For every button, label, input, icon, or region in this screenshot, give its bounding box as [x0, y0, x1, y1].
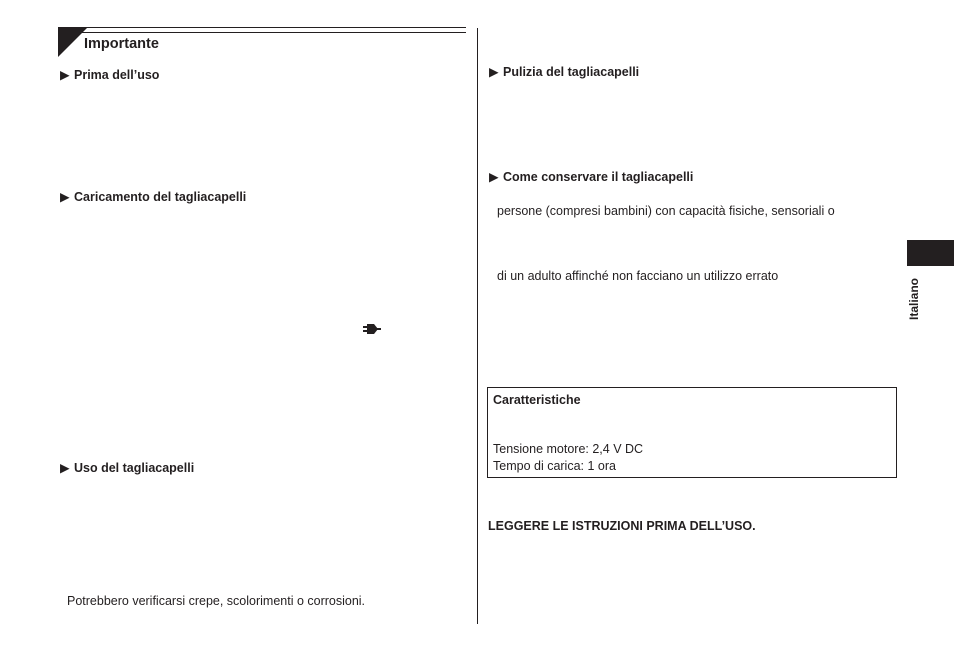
- section-title: Importante: [84, 36, 159, 52]
- storage-text-line2: di un adulto affinché non facciano un utilizzo errato: [497, 269, 779, 283]
- language-label-text: Italiano: [907, 277, 921, 320]
- triangle-right-icon: ▶: [60, 190, 70, 204]
- triangle-right-icon: ▶: [60, 461, 70, 475]
- heading-cleaning: [489, 64, 639, 79]
- specifications-box: [487, 387, 897, 478]
- heading-cleaning-label: Pulizia del tagliacapelli: [503, 65, 640, 79]
- spec-charge-time: Tempo di carica: 1 ora: [493, 459, 616, 473]
- language-tab-label: [907, 270, 923, 320]
- plug-icon: [363, 322, 381, 334]
- header-rule: [58, 27, 466, 33]
- language-tab-marker: [907, 240, 954, 266]
- heading-charging-label: Caricamento del tagliacapelli: [74, 190, 247, 204]
- heading-before-use-label: Prima dell’uso: [74, 68, 160, 82]
- heading-usage: [60, 460, 194, 475]
- column-divider: [477, 28, 478, 624]
- heading-usage-label: Uso del tagliacapelli: [74, 461, 195, 475]
- spec-motor-voltage: Tensione motore: 2,4 V DC: [493, 442, 644, 456]
- specifications-title: Caratteristiche: [493, 393, 581, 407]
- read-instructions-notice: LEGGERE LE ISTRUZIONI PRIMA DELL’USO.: [488, 519, 756, 533]
- heading-storage: [489, 169, 693, 184]
- triangle-right-icon: ▶: [489, 65, 499, 79]
- heading-storage-label: Come conservare il tagliacapelli: [503, 170, 694, 184]
- heading-before-use: [60, 67, 159, 82]
- heading-charging: [60, 189, 246, 204]
- triangle-right-icon: ▶: [489, 170, 499, 184]
- storage-text-line1: persone (compresi bambini) con capacità fisiche, sensoriali o: [497, 204, 835, 218]
- bottom-note: Potrebbero verificarsi crepe, scolorimenti o corrosioni.: [67, 594, 366, 608]
- triangle-right-icon: ▶: [60, 68, 70, 82]
